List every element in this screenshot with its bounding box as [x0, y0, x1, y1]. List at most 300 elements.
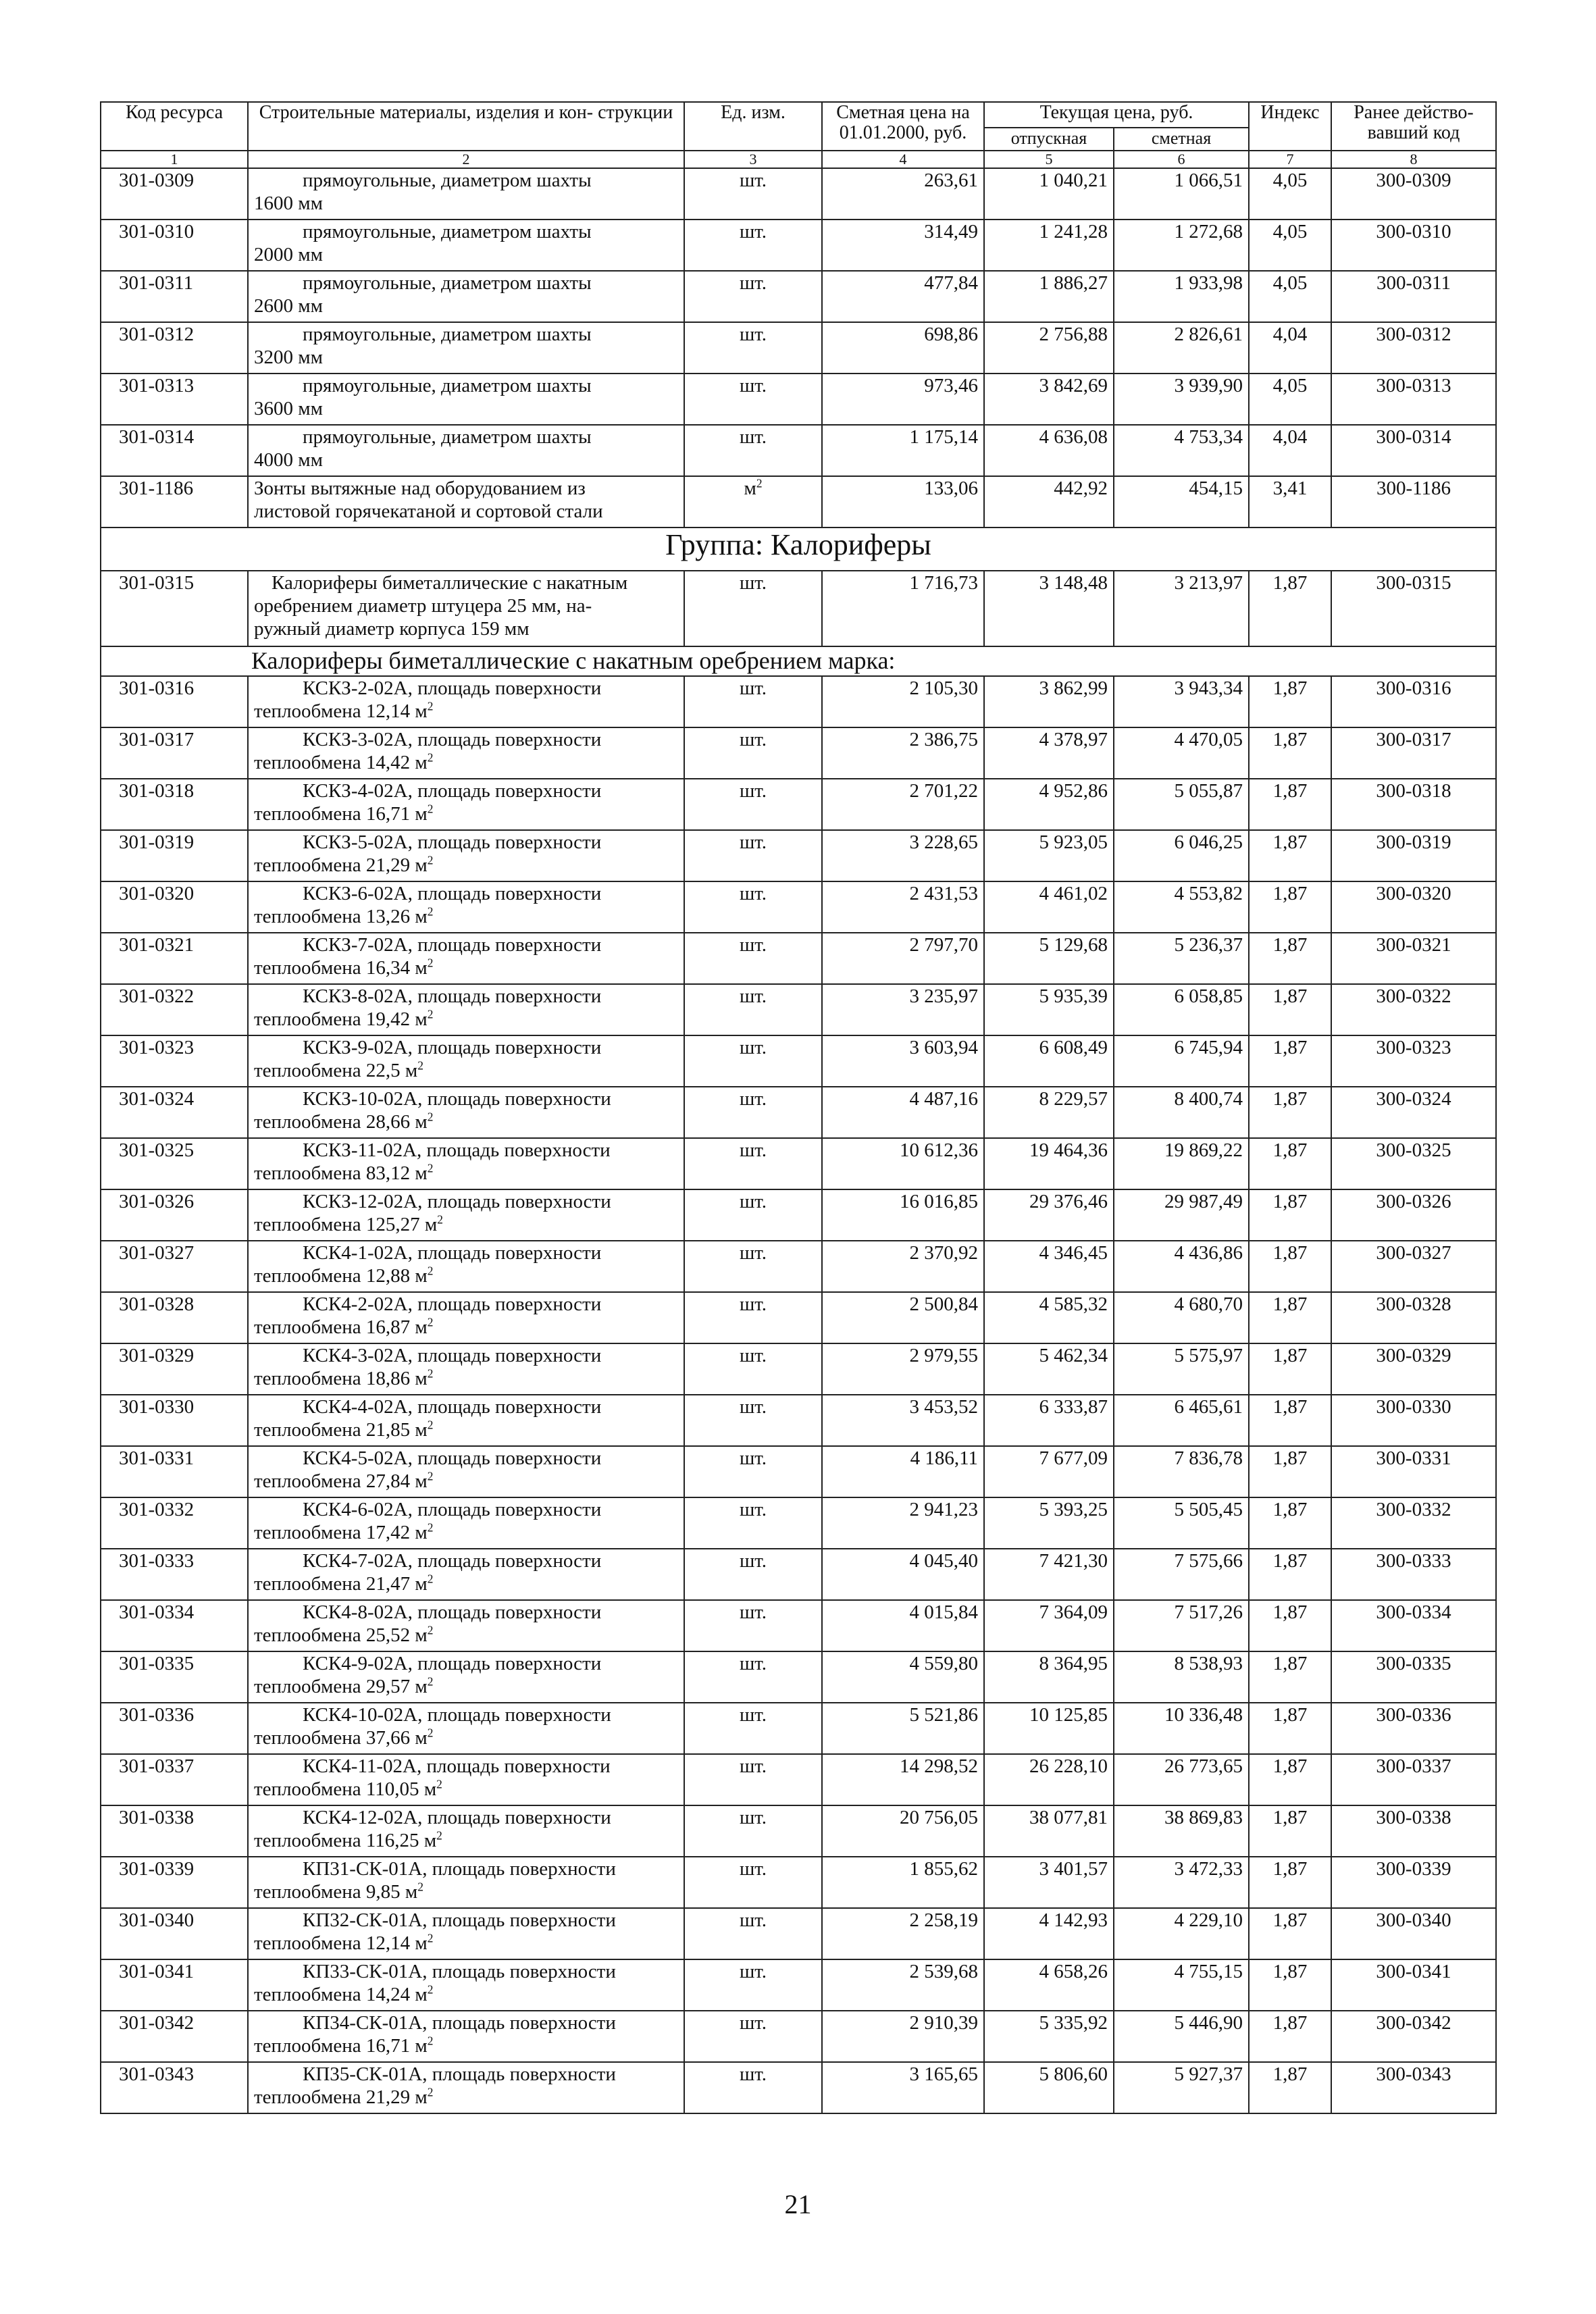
table-row [101, 1754, 1496, 1805]
unit-cell: шт. [684, 322, 822, 374]
base-price: 10 612,36 [822, 1138, 984, 1189]
area-unit-superscript: 2 [427, 1366, 434, 1381]
release-price: 5 806,60 [984, 2062, 1114, 2113]
name-line [254, 1806, 679, 1829]
area-unit: м [423, 1830, 437, 1851]
name-line [254, 1624, 679, 1647]
price-index: 1,87 [1249, 1959, 1331, 2011]
table-row [101, 1600, 1496, 1651]
name-line [254, 905, 679, 928]
header-prev-code: Ранее действо- вавший код [1331, 102, 1496, 151]
table-row [101, 220, 1496, 271]
table-row [101, 322, 1496, 374]
area-label: , площадь поверхности [417, 1088, 611, 1110]
area-unit-superscript: 2 [427, 956, 434, 970]
area-unit-superscript: 2 [427, 1982, 434, 1997]
resource-code: 301-0313 [101, 374, 248, 425]
resource-code: 301-0333 [101, 1549, 248, 1600]
area-value: 13,26 [365, 906, 411, 927]
base-price: 698,86 [822, 322, 984, 374]
area-unit: м [415, 1727, 428, 1749]
resource-name [248, 1600, 684, 1651]
name-line [254, 1652, 679, 1675]
area-prefix: теплообмена [254, 1265, 361, 1287]
resource-name [248, 1754, 684, 1805]
release-price: 3 148,48 [984, 571, 1114, 646]
previous-code: 300-0333 [1331, 1549, 1496, 1600]
base-price: 2 258,19 [822, 1908, 984, 1959]
heater-mark: КСК4-9-02А [303, 1653, 408, 1674]
estimate-price: 6 465,61 [1114, 1395, 1249, 1446]
base-price: 4 559,80 [822, 1651, 984, 1703]
resource-name [248, 676, 684, 727]
name-line [254, 1264, 679, 1287]
name-line [254, 1960, 679, 1983]
area-value: 16,71 [365, 803, 411, 825]
previous-code: 300-0325 [1331, 1138, 1496, 1189]
resource-name [248, 1446, 684, 1497]
area-unit: м [415, 957, 428, 979]
estimate-price: 7 517,26 [1114, 1600, 1249, 1651]
area-unit-superscript: 2 [427, 802, 434, 816]
area-label: , площадь поверхности [407, 1037, 602, 1058]
release-price: 1 040,21 [984, 168, 1114, 220]
resource-name [248, 2062, 684, 2113]
table-row [101, 1343, 1496, 1395]
previous-code: 300-0313 [1331, 374, 1496, 425]
name-line [254, 1601, 679, 1624]
area-unit: м [415, 2035, 428, 2057]
name-line: 2600 мм [254, 295, 323, 317]
previous-code: 300-0322 [1331, 984, 1496, 1035]
heater-mark: КСКЗ-10-02А [303, 1088, 418, 1110]
heater-mark: КСКЗ-12-02А [303, 1191, 418, 1212]
name-line [254, 751, 679, 774]
estimate-price: 4 470,05 [1114, 727, 1249, 779]
area-label: , площадь поверхности [407, 780, 602, 802]
estimate-price: 8 538,93 [1114, 1651, 1249, 1703]
area-unit-superscript: 2 [427, 2034, 434, 2048]
area-prefix: теплообмена [254, 700, 361, 722]
area-prefix: теплообмена [254, 1932, 361, 1954]
unit-cell [684, 476, 822, 528]
area-value: 29,57 [365, 1676, 411, 1697]
name-line [254, 1344, 679, 1367]
resource-code: 301-0310 [101, 220, 248, 271]
area-prefix: теплообмена [254, 1316, 361, 1338]
area-unit: м [415, 1470, 428, 1492]
estimate-price: 4 553,82 [1114, 881, 1249, 933]
estimate-price: 1 272,68 [1114, 220, 1249, 271]
previous-code: 300-0337 [1331, 1754, 1496, 1805]
name-line: 3600 мм [254, 398, 323, 419]
area-value: 21,29 [365, 2086, 411, 2108]
estimate-price: 3 472,33 [1114, 1857, 1249, 1908]
area-value: 12,14 [365, 700, 411, 722]
resource-code: 301-0337 [101, 1754, 248, 1805]
estimate-price: 8 400,74 [1114, 1087, 1249, 1138]
previous-code: 300-0327 [1331, 1241, 1496, 1292]
estimate-price: 4 229,10 [1114, 1908, 1249, 1959]
table-row [101, 933, 1496, 984]
resource-name [248, 476, 684, 528]
area-prefix: теплообмена [254, 1573, 361, 1595]
area-label: , площадь поверхности [407, 1601, 602, 1623]
estimate-price: 4 755,15 [1114, 1959, 1249, 2011]
table-row [101, 374, 1496, 425]
area-unit: м [415, 1522, 428, 1543]
release-price: 7 677,09 [984, 1446, 1114, 1497]
resource-code: 301-0341 [101, 1959, 248, 2011]
heater-mark: КСК4-11-02А [303, 1755, 417, 1777]
heater-mark: КСК4-3-02А [303, 1345, 408, 1366]
area-value: 18,86 [365, 1368, 411, 1389]
base-price: 2 910,39 [822, 2011, 984, 2062]
price-index: 1,87 [1249, 571, 1331, 646]
table-row [101, 1446, 1496, 1497]
resource-name [248, 1805, 684, 1857]
base-price: 2 941,23 [822, 1497, 984, 1549]
previous-code: 300-0329 [1331, 1343, 1496, 1395]
release-price: 1 886,27 [984, 271, 1114, 322]
name-line [254, 933, 679, 956]
area-unit-superscript: 2 [417, 1880, 423, 1894]
unit-cell: шт. [684, 1497, 822, 1549]
heater-mark: КСКЗ-2-02А [303, 677, 408, 699]
area-prefix: теплообмена [254, 957, 361, 979]
col-number: 2 [248, 151, 684, 168]
area-prefix: теплообмена [254, 1111, 361, 1133]
area-value: 14,24 [365, 1984, 411, 2005]
area-label: , площадь поверхности [407, 1447, 602, 1469]
area-unit: м [424, 1214, 438, 1235]
unit-cell: шт. [684, 1395, 822, 1446]
price-index: 4,05 [1249, 168, 1331, 220]
table-body-ventilation [101, 168, 1496, 476]
release-price: 3 842,69 [984, 374, 1114, 425]
area-label: , площадь поверхности [407, 1550, 602, 1572]
resource-code: 301-0335 [101, 1651, 248, 1703]
area-unit-superscript: 2 [427, 1110, 434, 1124]
area-unit-superscript: 2 [427, 699, 434, 713]
area-prefix: теплообмена [254, 1522, 361, 1543]
base-price: 2 386,75 [822, 727, 984, 779]
area-prefix: теплообмена [254, 2035, 361, 2057]
price-index: 4,04 [1249, 322, 1331, 374]
header-release-price: отпускная [984, 128, 1114, 151]
name-line [254, 985, 679, 1008]
area-label: , площадь поверхности [417, 1704, 611, 1726]
resource-name [248, 1292, 684, 1343]
area-value: 14,42 [365, 752, 411, 773]
area-prefix: теплообмена [254, 1368, 361, 1389]
area-unit-superscript: 2 [427, 1469, 434, 1483]
resource-name [248, 830, 684, 881]
area-value: 22,5 [365, 1060, 401, 1081]
resource-name [248, 168, 684, 220]
name-line [254, 1703, 679, 1726]
unit-cell: шт. [684, 779, 822, 830]
name-line: прямоугольные, диаметром шахты [303, 221, 592, 242]
table-row [101, 1241, 1496, 1292]
release-price: 4 378,97 [984, 727, 1114, 779]
price-index: 1,87 [1249, 881, 1331, 933]
base-price: 16 016,85 [822, 1189, 984, 1241]
name-line: Зонты вытяжные над оборудованием из [254, 478, 586, 499]
heater-mark: КСКЗ-5-02А [303, 831, 408, 853]
base-price: 2 539,68 [822, 1959, 984, 2011]
area-unit: м [415, 1316, 428, 1338]
page-number: 21 [784, 2189, 812, 2219]
estimate-price: 29 987,49 [1114, 1189, 1249, 1241]
base-price: 2 701,22 [822, 779, 984, 830]
area-label: , площадь поверхности [407, 1499, 602, 1520]
price-index: 1,87 [1249, 1241, 1331, 1292]
base-price: 3 228,65 [822, 830, 984, 881]
resource-code: 301-0334 [101, 1600, 248, 1651]
estimate-price: 3 213,97 [1114, 571, 1249, 646]
price-index: 1,87 [1249, 2062, 1331, 2113]
previous-code: 300-0334 [1331, 1600, 1496, 1651]
area-label: , площадь поверхности [422, 1858, 616, 1880]
area-prefix: теплообмена [254, 1624, 361, 1646]
price-index: 1,87 [1249, 2011, 1331, 2062]
resource-name [248, 220, 684, 271]
heater-mark: КП31-СК-01А [303, 1858, 423, 1880]
price-index: 1,87 [1249, 1651, 1331, 1703]
heater-mark: КСК4-1-02А [303, 1242, 408, 1264]
estimate-price: 3 939,90 [1114, 374, 1249, 425]
name-line [254, 1755, 679, 1778]
base-price: 2 370,92 [822, 1241, 984, 1292]
previous-code: 300-0314 [1331, 425, 1496, 476]
release-price: 5 393,25 [984, 1497, 1114, 1549]
name-line: прямоугольные, диаметром шахты [303, 426, 592, 448]
release-price: 4 461,02 [984, 881, 1114, 933]
table-body-heaters [101, 676, 1496, 2113]
col-number: 3 [684, 151, 822, 168]
previous-code: 300-0342 [1331, 2011, 1496, 2062]
area-unit: м [415, 854, 428, 876]
price-index: 1,87 [1249, 727, 1331, 779]
estimate-price: 6 745,94 [1114, 1035, 1249, 1087]
base-price: 1 716,73 [822, 571, 984, 646]
area-value: 16,87 [365, 1316, 411, 1338]
area-unit-superscript: 2 [427, 1623, 434, 1637]
heater-mark: КСК4-6-02А [303, 1499, 408, 1520]
table-row [101, 830, 1496, 881]
resource-code: 301-0309 [101, 168, 248, 220]
resource-code: 301-0312 [101, 322, 248, 374]
resource-name [248, 271, 684, 322]
previous-code: 300-0320 [1331, 881, 1496, 933]
resource-code: 301-0325 [101, 1138, 248, 1189]
estimate-price: 7 575,66 [1114, 1549, 1249, 1600]
name-line [254, 1059, 679, 1082]
col-number: 1 [101, 151, 248, 168]
previous-code: 300-0331 [1331, 1446, 1496, 1497]
heater-mark: КСКЗ-3-02А [303, 729, 408, 750]
table-row [101, 1189, 1496, 1241]
price-index: 1,87 [1249, 1497, 1331, 1549]
price-index: 1,87 [1249, 984, 1331, 1035]
area-label: , площадь поверхности [407, 1653, 602, 1674]
price-index: 1,87 [1249, 1446, 1331, 1497]
unit-cell: шт. [684, 168, 822, 220]
area-label: , площадь поверхности [407, 934, 602, 956]
area-unit-superscript: 2 [427, 1726, 434, 1740]
name-line [254, 1008, 679, 1031]
table-row [101, 1292, 1496, 1343]
area-prefix: теплообмена [254, 1778, 361, 1800]
estimate-price: 2 826,61 [1114, 322, 1249, 374]
table-body-hoods [101, 476, 1496, 676]
resource-code: 301-0319 [101, 830, 248, 881]
release-price: 5 129,68 [984, 933, 1114, 984]
col-number: 4 [822, 151, 984, 168]
resource-code: 301-0340 [101, 1908, 248, 1959]
table-row [101, 779, 1496, 830]
table-row [101, 1908, 1496, 1959]
resource-name [248, 2011, 684, 2062]
name-line [254, 700, 679, 723]
name-line [254, 1549, 679, 1572]
estimate-price: 19 869,22 [1114, 1138, 1249, 1189]
area-value: 19,42 [365, 1008, 411, 1030]
release-price: 1 241,28 [984, 220, 1114, 271]
unit-cell: шт. [684, 1343, 822, 1395]
previous-code: 300-0319 [1331, 830, 1496, 881]
table-row [101, 2062, 1496, 2113]
base-price: 2 105,30 [822, 676, 984, 727]
base-price: 4 015,84 [822, 1600, 984, 1651]
heater-mark: КСК4-12-02А [303, 1807, 418, 1828]
area-value: 21,85 [365, 1419, 411, 1441]
estimate-price: 5 055,87 [1114, 779, 1249, 830]
area-label: , площадь поверхности [417, 1807, 611, 1828]
area-value: 27,84 [365, 1470, 411, 1492]
price-index: 1,87 [1249, 1343, 1331, 1395]
area-label: , площадь поверхности [407, 729, 602, 750]
header-estimate-price: сметная [1114, 128, 1249, 151]
name-line [254, 1139, 679, 1162]
release-price: 7 364,09 [984, 1600, 1114, 1651]
price-index: 1,87 [1249, 1035, 1331, 1087]
previous-code: 300-0339 [1331, 1857, 1496, 1908]
base-price: 477,84 [822, 271, 984, 322]
area-label: , площадь поверхности [417, 1191, 611, 1212]
area-label: , площадь поверхности [417, 1139, 611, 1161]
heater-mark: КСКЗ-7-02А [303, 934, 408, 956]
heater-mark: КП34-СК-01А [303, 2012, 423, 2034]
table-row [101, 168, 1496, 220]
name-line [254, 1316, 679, 1339]
resource-name [248, 984, 684, 1035]
area-label: , площадь поверхности [407, 883, 602, 904]
area-value: 83,12 [365, 1162, 411, 1184]
base-price: 2 500,84 [822, 1292, 984, 1343]
release-price: 442,92 [984, 476, 1114, 528]
price-index: 1,87 [1249, 933, 1331, 984]
name-line: оребрением диаметр штуцера 25 мм, на- [254, 595, 592, 617]
heater-mark: КСК4-4-02А [303, 1396, 408, 1418]
area-unit: м [415, 1624, 428, 1646]
area-label: , площадь поверхности [407, 1242, 602, 1264]
unit-superscript: 2 [756, 476, 763, 490]
name-line [254, 1418, 679, 1441]
price-index: 4,04 [1249, 425, 1331, 476]
previous-code: 300-0338 [1331, 1805, 1496, 1857]
release-price: 3 862,99 [984, 676, 1114, 727]
previous-code: 300-0318 [1331, 779, 1496, 830]
unit-text: м [744, 478, 756, 499]
group-heading-row [101, 528, 1496, 571]
resource-name [248, 933, 684, 984]
unit-cell: шт. [684, 1241, 822, 1292]
area-unit-superscript: 2 [427, 1674, 434, 1689]
name-line [254, 1829, 679, 1852]
area-unit: м [415, 1368, 428, 1389]
area-value: 21,29 [365, 854, 411, 876]
resource-code: 301-0317 [101, 727, 248, 779]
area-unit: м [405, 1881, 418, 1903]
price-index: 4,05 [1249, 271, 1331, 322]
name-line [254, 1470, 679, 1493]
area-value: 12,88 [365, 1265, 411, 1287]
base-price: 3 603,94 [822, 1035, 984, 1087]
price-index: 1,87 [1249, 1549, 1331, 1600]
release-price: 38 077,81 [984, 1805, 1114, 1857]
previous-code: 300-0343 [1331, 2062, 1496, 2113]
resource-code: 301-1186 [101, 476, 248, 528]
base-price: 2 797,70 [822, 933, 984, 984]
unit-cell: шт. [684, 1805, 822, 1857]
price-index: 1,87 [1249, 1908, 1331, 1959]
area-label: , площадь поверхности [422, 1909, 616, 1931]
table-row [101, 1651, 1496, 1703]
area-prefix: теплообмена [254, 752, 361, 773]
area-unit-superscript: 2 [436, 1828, 442, 1843]
unit-cell: шт. [684, 425, 822, 476]
table-row [101, 1703, 1496, 1754]
previous-code: 300-0324 [1331, 1087, 1496, 1138]
price-index: 1,87 [1249, 1754, 1331, 1805]
resource-name [248, 322, 684, 374]
release-price: 4 636,08 [984, 425, 1114, 476]
previous-code: 300-0336 [1331, 1703, 1496, 1754]
area-label: , площадь поверхности [407, 1345, 602, 1366]
unit-cell: шт. [684, 1087, 822, 1138]
area-label: , площадь поверхности [417, 1755, 611, 1777]
resource-code: 301-0320 [101, 881, 248, 933]
estimate-price: 4 753,34 [1114, 425, 1249, 476]
resource-code: 301-0328 [101, 1292, 248, 1343]
area-label: , площадь поверхности [407, 1293, 602, 1315]
heater-mark: КСК4-5-02А [303, 1447, 408, 1469]
release-price: 2 756,88 [984, 322, 1114, 374]
subgroup-heading-row [101, 646, 1496, 676]
name-line: 2000 мм [254, 244, 323, 265]
resource-name [248, 1549, 684, 1600]
previous-code: 300-0316 [1331, 676, 1496, 727]
area-label: , площадь поверхности [422, 2012, 616, 2034]
price-index: 1,87 [1249, 676, 1331, 727]
name-line [254, 854, 679, 877]
price-index: 4,05 [1249, 220, 1331, 271]
resource-name [248, 1241, 684, 1292]
unit-cell: шт. [684, 2062, 822, 2113]
estimate-price: 1 933,98 [1114, 271, 1249, 322]
